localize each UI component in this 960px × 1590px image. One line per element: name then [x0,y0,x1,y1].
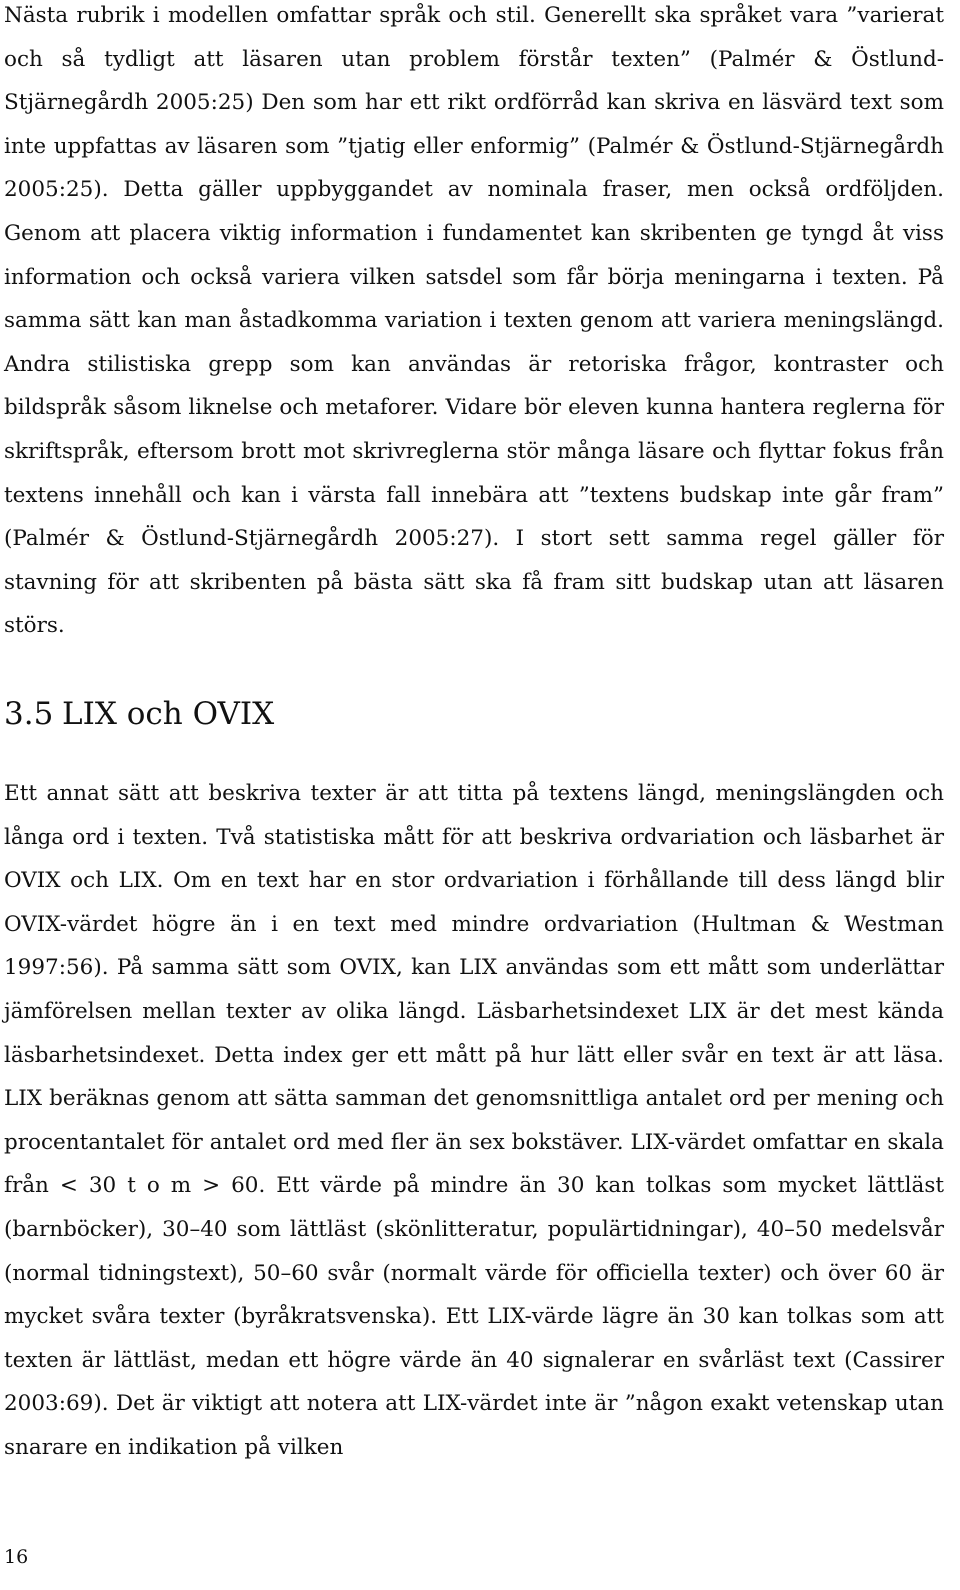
paragraph-language-style: Nästa rubrik i modellen omfattar språk och stil. Generellt ska språket vara ”varierat och så tydligt att läsaren utan problem förstår texten” (Palmér & Östlund-Stjärnegårdh 2005:25) Den som har ett rikt ordförråd kan skriva en läsvärd text som inte uppfattas av läsaren som ”tjatig eller enformig” (Palmér & Östlund-Stjärnegårdh 2005:25). Detta gäller uppbyggandet av nominala fraser, men också ordföljden. Genom att placera viktig information i fundamentet kan skribenten ge tyngd åt viss information och också variera vilken satsdel som får börja meningarna i texten. På samma sätt kan man åstadkomma variation i texten genom att variera meningslängd. Andra stilistiska grepp som kan användas är retoriska frågor, kontraster och bildspråk såsom liknelse och metaforer. Vidare bör eleven kunna hantera reglerna för skriftspråk, eftersom brott mot skrivreglerna stör många läsare och flyttar fokus från textens innehåll och kan i värsta fall innebära att ”textens budskap inte går fram” (Palmér & Östlund-Stjärnegårdh 2005:27). I stort sett samma regel gäller för stavning för att skribenten på bästa sätt ska få fram sitt budskap utan att läsaren störs. [4,3,944,639]
section-number: 3.5 [4,696,54,732]
page-number: 16 [4,1546,29,1568]
section-heading [4,690,274,738]
section-title: LIX och OVIX [62,696,275,732]
paragraph-lix-ovix: Ett annat sätt att beskriva texter är att titta på textens längd, meningslängden och långa ord i texten. Två statistiska mått för att beskriva ordvariation och läsbarhet är OVIX och LIX. Om en text har en stor ordvariation i förhållande till dess längd blir OVIX-värdet högre än i en text med mindre ordvariation (Hultman & Westman 1997:56). På samma sätt som OVIX, kan LIX användas som ett mått som underlättar jämförelsen mellan texter av olika längd. Läsbarhetsindexet LIX är det mest kända läsbarhetsindexet. Detta index ger ett mått på hur lätt eller svår en text är att läsa. LIX beräknas genom att sätta samman det genomsnittliga antalet ord per mening och procentantalet för antalet ord med fler än sex bokstäver. LIX-värdet omfattar en skala från < 30 t o m > 60. Ett värde på mindre än 30 kan tolkas som mycket lättläst (barnböcker), 30–40 som lättläst (skönlitteratur, populärtidningar), 40–50 medelsvår (normal tidningstext), 50–60 svår (normalt värde för officiella texter) och över 60 är mycket svåra texter (byråkratsvenska). Ett LIX-värde lägre än 30 kan tolkas som att texten är lättläst, medan ett högre värde än 40 signalerar en svårläst text (Cassirer 2003:69). Det är viktigt att notera att LIX-värdet inte är ”någon exakt vetenskap utan snarare en indikation på vilken [4,781,944,1460]
